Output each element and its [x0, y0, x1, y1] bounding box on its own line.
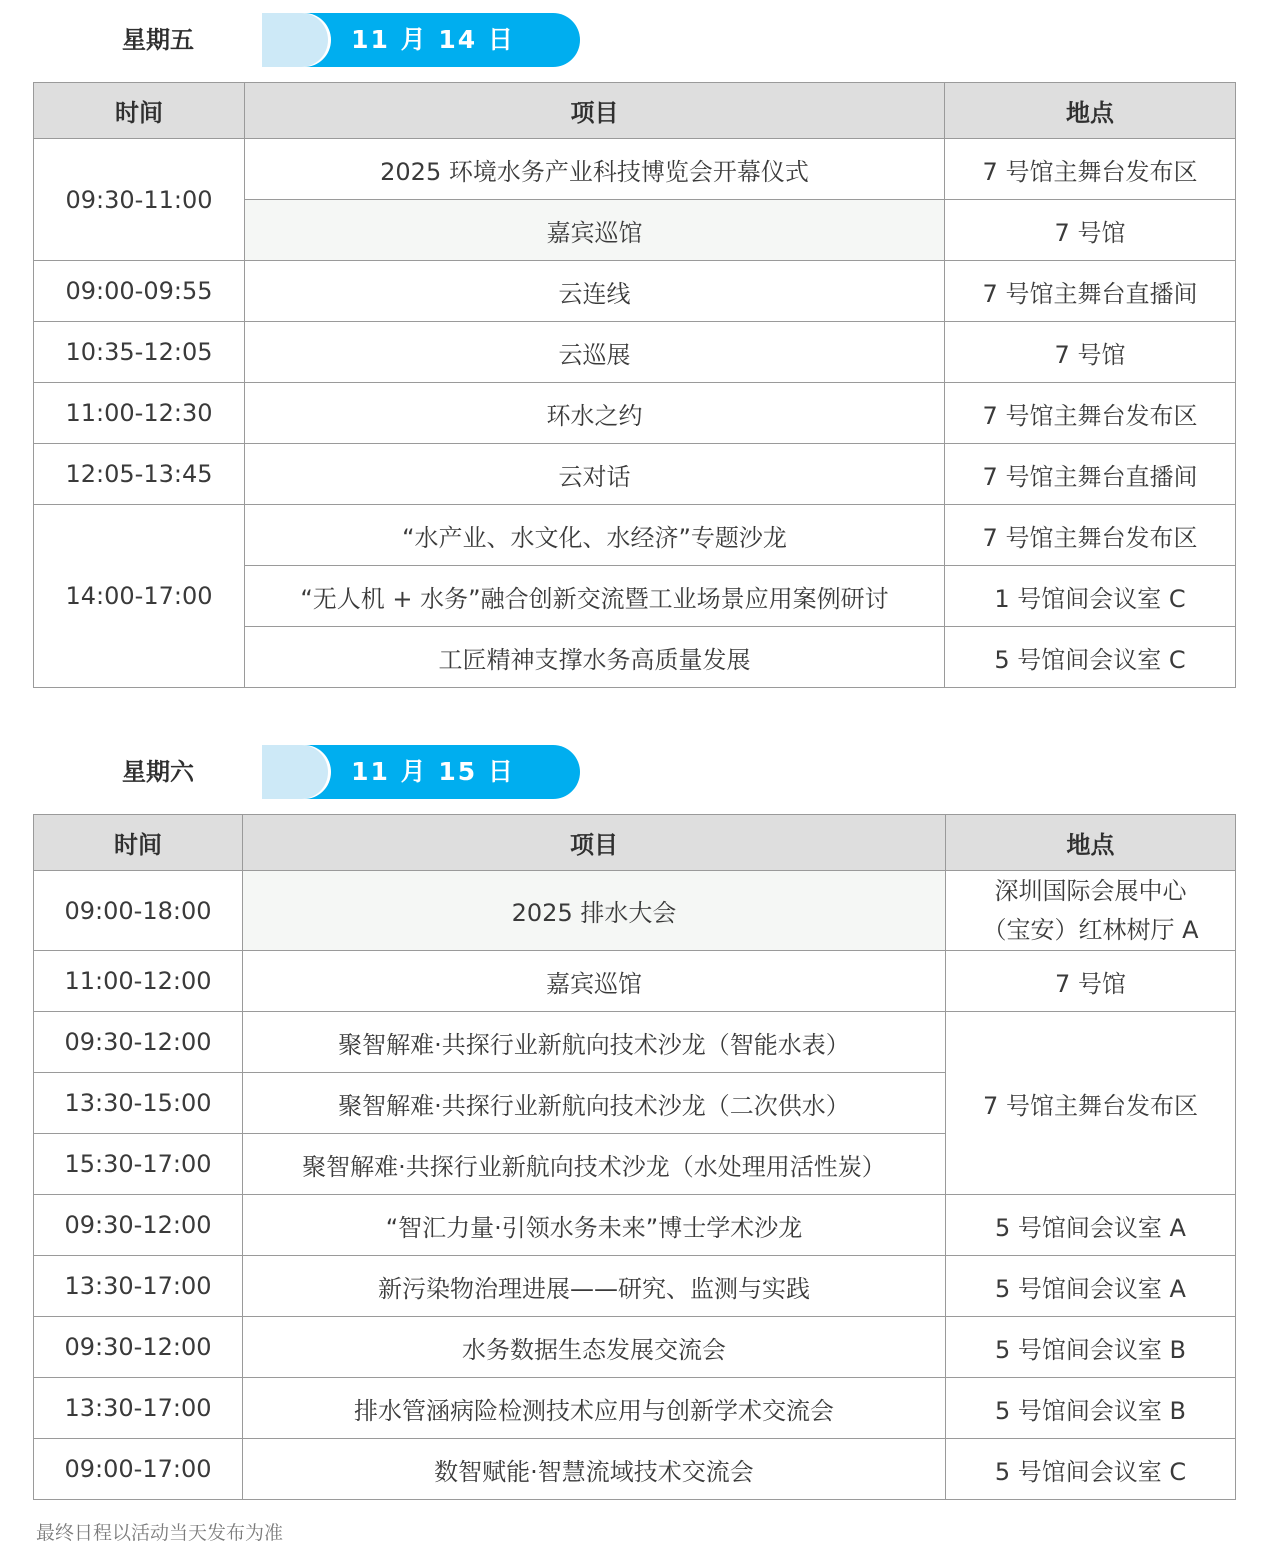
- footnote: 最终日程以活动当天发布为准: [36, 1522, 284, 1544]
- table-row: [34, 1256, 1236, 1317]
- time-cell: 11:00-12:00: [34, 951, 243, 1012]
- item-cell: “智汇力量·引领水务未来”博士学术沙龙: [243, 1195, 946, 1256]
- day1-schedule-table: [33, 82, 1236, 688]
- place-cell: 7 号馆主舞台发布区: [945, 383, 1236, 444]
- item-cell: 新污染物治理进展——研究、监测与实践: [243, 1256, 946, 1317]
- header-place: 地点: [945, 83, 1236, 139]
- table-row: [34, 1012, 1236, 1073]
- table-row: [34, 322, 1236, 383]
- header-time: 时间: [34, 83, 245, 139]
- place-cell: 7 号馆: [946, 951, 1236, 1012]
- time-cell: 13:30-17:00: [34, 1378, 243, 1439]
- day1-date: 11 月 14 日: [286, 13, 580, 67]
- item-cell: 嘉宾巡馆: [245, 200, 945, 261]
- time-cell: 11:00-12:30: [34, 383, 245, 444]
- table-row: [34, 951, 1236, 1012]
- header-place: 地点: [946, 815, 1236, 871]
- place-cell: [946, 871, 1236, 951]
- place-cell: 7 号馆: [945, 200, 1236, 261]
- day2-schedule-table: [33, 814, 1236, 1500]
- item-cell: 水务数据生态发展交流会: [243, 1317, 946, 1378]
- place-cell: 7 号馆主舞台发布区: [945, 505, 1236, 566]
- time-cell: 13:30-15:00: [34, 1073, 243, 1134]
- header-time: 时间: [34, 815, 243, 871]
- item-cell: 数智赋能·智慧流域技术交流会: [243, 1439, 946, 1500]
- item-cell: 云连线: [245, 261, 945, 322]
- place-cell: 7 号馆主舞台发布区: [946, 1012, 1236, 1195]
- place-cell: 5 号馆间会议室 C: [945, 627, 1236, 688]
- item-cell: 云巡展: [245, 322, 945, 383]
- table-header-row: [34, 815, 1236, 871]
- table-row: [34, 1195, 1236, 1256]
- item-cell: 工匠精神支撑水务高质量发展: [245, 627, 945, 688]
- time-cell: 12:05-13:45: [34, 444, 245, 505]
- item-cell: “无人机 + 水务”融合创新交流暨工业场景应用案例研讨: [245, 566, 945, 627]
- time-cell: 09:00-09:55: [34, 261, 245, 322]
- item-cell: 2025 环境水务产业科技博览会开幕仪式: [245, 139, 945, 200]
- item-cell: 云对话: [245, 444, 945, 505]
- place-cell: 5 号馆间会议室 A: [946, 1256, 1236, 1317]
- day1-date-pill: [36, 13, 580, 67]
- day2-date-pill: [36, 745, 580, 799]
- item-cell: 聚智解难·共探行业新航向技术沙龙（二次供水）: [243, 1073, 946, 1134]
- item-cell: 环水之约: [245, 383, 945, 444]
- item-cell: 聚智解难·共探行业新航向技术沙龙（水处理用活性炭）: [243, 1134, 946, 1195]
- place-cell: 5 号馆间会议室 C: [946, 1439, 1236, 1500]
- item-cell: 2025 排水大会: [243, 871, 946, 951]
- time-cell: 09:30-11:00: [34, 139, 245, 261]
- day2-date: 11 月 15 日: [286, 745, 580, 799]
- time-cell: 09:30-12:00: [34, 1012, 243, 1073]
- time-cell: 09:30-12:00: [34, 1195, 243, 1256]
- time-cell: 13:30-17:00: [34, 1256, 243, 1317]
- header-item: 项目: [245, 83, 945, 139]
- item-cell: “水产业、水文化、水经济”专题沙龙: [245, 505, 945, 566]
- place-line: 深圳国际会展中心: [994, 876, 1187, 905]
- place-cell: 7 号馆主舞台直播间: [945, 444, 1236, 505]
- time-cell: 15:30-17:00: [34, 1134, 243, 1195]
- time-cell: 10:35-12:05: [34, 322, 245, 383]
- time-cell: 09:00-18:00: [34, 871, 243, 951]
- table-row: [34, 444, 1236, 505]
- place-cell: 5 号馆间会议室 B: [946, 1378, 1236, 1439]
- time-cell: 09:30-12:00: [34, 1317, 243, 1378]
- table-row: [34, 871, 1236, 951]
- table-row: [34, 1378, 1236, 1439]
- place-cell: 1 号馆间会议室 C: [945, 566, 1236, 627]
- header-item: 项目: [243, 815, 946, 871]
- place-line: （宝安）红林树厅 A: [982, 915, 1199, 944]
- item-cell: 排水管涵病险检测技术应用与创新学术交流会: [243, 1378, 946, 1439]
- item-cell: 嘉宾巡馆: [243, 951, 946, 1012]
- table-row: [34, 261, 1236, 322]
- item-cell: 聚智解难·共探行业新航向技术沙龙（智能水表）: [243, 1012, 946, 1073]
- table-row: [34, 1439, 1236, 1500]
- place-cell: 7 号馆: [945, 322, 1236, 383]
- place-cell: 5 号馆间会议室 B: [946, 1317, 1236, 1378]
- table-row: [34, 383, 1236, 444]
- table-row: [34, 505, 1236, 566]
- table-header-row: [34, 83, 1236, 139]
- table-row: [34, 139, 1236, 200]
- table-row: [34, 1317, 1236, 1378]
- place-cell: 7 号馆主舞台发布区: [945, 139, 1236, 200]
- time-cell: 09:00-17:00: [34, 1439, 243, 1500]
- place-cell: 5 号馆间会议室 A: [946, 1195, 1236, 1256]
- day2-weekday: 星期六: [122, 758, 194, 786]
- place-cell: 7 号馆主舞台直播间: [945, 261, 1236, 322]
- day1-weekday: 星期五: [122, 26, 194, 54]
- time-cell: 14:00-17:00: [34, 505, 245, 688]
